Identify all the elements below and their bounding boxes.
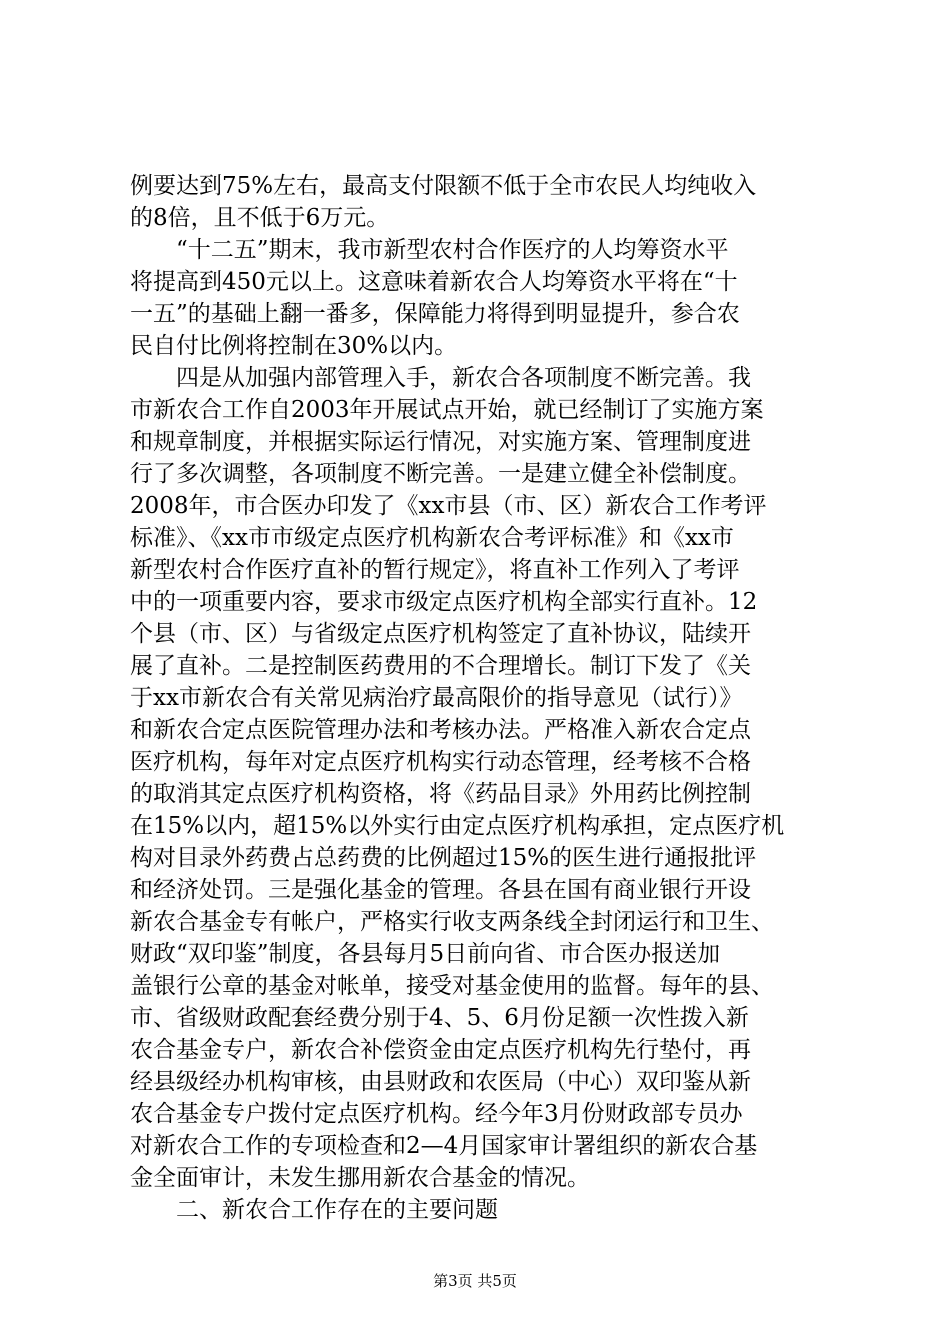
text-line: 行了多次调整，各项制度不断完善。一是建立健全补偿制度。 [130,461,751,487]
text-line: 标准》、《xx市市级定点医疗机构新农合考评标准》和《xx市 [130,525,734,551]
text-line: 医疗机构，每年对定点医疗机构实行动态管理，经考核不合格 [130,749,751,775]
text-line: 新农合基金专有帐户，严格实行收支两条线全封闭运行和卫生、 [130,909,774,935]
text-line: 市、省级财政配套经费分别于4、5、6月份足额一次性拨入新 [130,1005,749,1031]
text-line: 盖银行公章的基金对帐单，接受对基金使用的监督。每年的县、 [130,973,774,999]
text-line: 新型农村合作医疗直补的暂行规定》，将直补工作列入了考评 [130,557,740,583]
text-line: 的取消其定点医疗机构资格，将《药品目录》外用药比例控制 [130,781,751,807]
text-line: 个县（市、区）与省级定点医疗机构签定了直补协议，陆续开 [130,621,751,647]
text-line: 民自付比例将控制在30%以内。 [130,333,458,359]
page-footer [0,1271,950,1291]
text-line: 和规章制度，并根据实际运行情况，对实施方案、管理制度进 [130,429,751,455]
text-line: 于xx市新农合有关常见病治疗最高限价的指导意见（试行）》 [130,685,743,711]
page-number-label: 第3页 共5页 [433,1272,517,1290]
text-line: 和新农合定点医院管理办法和考核办法。严格准入新农合定点 [130,717,751,743]
text-line: 财政“双印鉴”制度，各县每月5日前向省、市合医办报送加 [130,941,721,967]
text-line: 构对目录外药费占总药费的比例超过15%的医生进行通报批评 [130,845,757,871]
text-line: 2008年，市合医办印发了《xx市县（市、区）新农合工作考评 [130,493,767,519]
text-line: 市新农合工作自2003年开展试点开始，就已经制订了实施方案 [130,397,764,423]
text-line: 在15%以内，超15%以外实行由定点医疗机构承担，定点医疗机 [130,813,785,839]
paragraph-start-line: 四是从加强内部管理入手，新农合各项制度不断完善。我 [176,365,751,391]
text-line: 对新农合工作的专项检查和2—4月国家审计署组织的新农合基 [130,1133,758,1159]
text-line: 金全面审计，未发生挪用新农合基金的情况。 [130,1165,590,1191]
text-line: 将提高到450元以上。这意味着新农合人均筹资水平将在“十 [130,269,738,295]
text-line: 中的一项重要内容，要求市级定点医疗机构全部实行直补。12 [130,589,758,615]
text-line: 农合基金专户拨付定点医疗机构。经今年3月份财政部专员办 [130,1101,743,1127]
paragraph-start-line: “十二五”期末，我市新型农村合作医疗的人均筹资水平 [176,237,729,263]
text-line: 农合基金专户，新农合补偿资金由定点医疗机构先行垫付，再 [130,1037,751,1063]
text-line: 的8倍，且不低于6万元。 [130,205,390,231]
body-text [130,170,826,1226]
text-line: 展了直补。二是控制医药费用的不合理增长。制订下发了《关 [130,653,751,679]
text-line: 一五”的基础上翻一番多，保障能力将得到明显提升，参合农 [130,301,740,327]
text-line: 例要达到75%左右，最高支付限额不低于全市农民人均纯收入 [130,173,757,199]
section-heading: 二、新农合工作存在的主要问题 [176,1197,498,1223]
text-line: 经县级经办机构审核，由县财政和农医局（中心）双印鉴从新 [130,1069,751,1095]
text-line: 和经济处罚。三是强化基金的管理。各县在国有商业银行开设 [130,877,751,903]
